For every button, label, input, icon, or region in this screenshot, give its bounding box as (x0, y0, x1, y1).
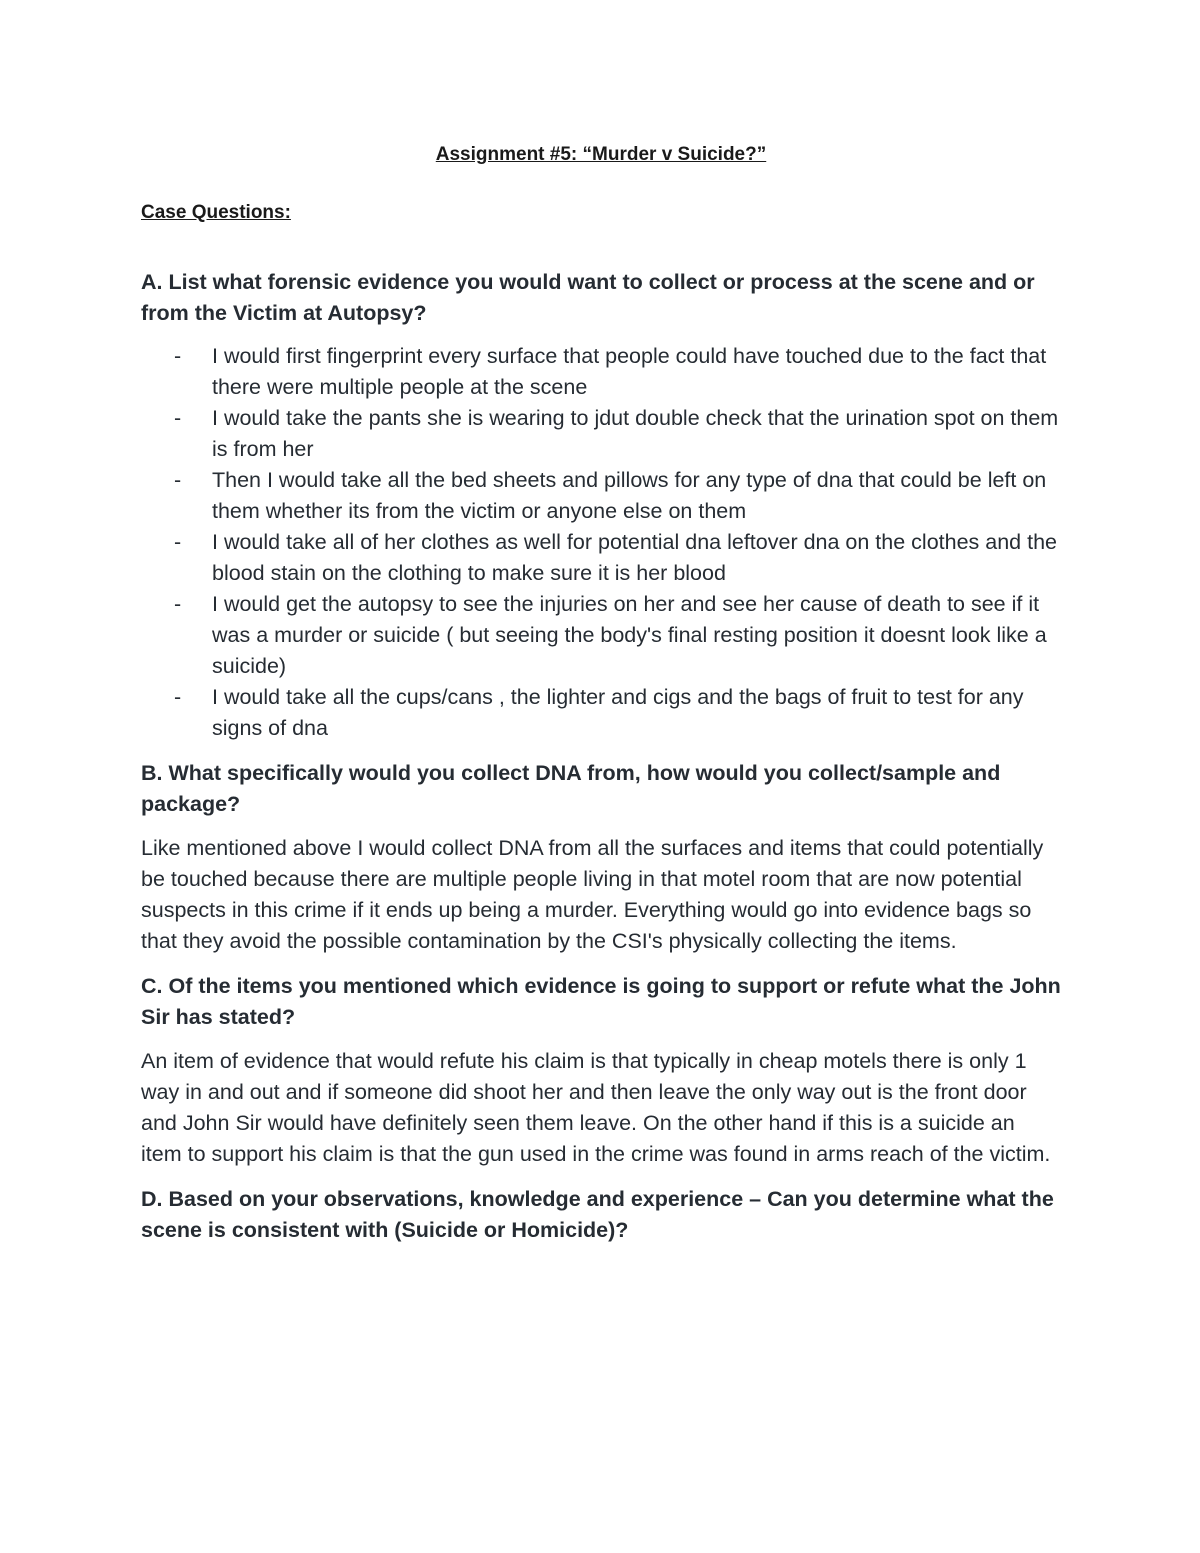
list-item (141, 527, 1061, 589)
list-item-text: I would get the autopsy to see the injuries on her and see her cause of death to see if it was a murder or suicide ( but seeing the body's final resting position it doesnt look like a suicide) (212, 592, 1047, 678)
bullet-dash: - (174, 685, 182, 709)
bullet-dash: - (174, 530, 182, 554)
bullet-dash: - (174, 468, 182, 492)
question-c: C. Of the items you mentioned which evidence is going to support or refute what the John Sir has stated? (141, 974, 1061, 1029)
bullet-dash: - (174, 344, 182, 368)
question-a: A. List what forensic evidence you would want to collect or process at the scene and or from the Victim at Autopsy? (141, 270, 1035, 325)
list-item-text: I would first fingerprint every surface that people could have touched due to the fact that there were multiple people at the scene (212, 344, 1047, 399)
list-item-text: I would take all of her clothes as well for potential dna leftover dna on the clothes and the blood stain on the clothing to make sure it is her blood (212, 530, 1057, 585)
list-item (141, 341, 1061, 403)
list-item (141, 465, 1061, 527)
list-item (141, 403, 1061, 465)
question-d: D. Based on your observations, knowledge and experience – Can you determine what the scene is consistent with (Suicide or Homicide)? (141, 1187, 1054, 1242)
list-item (141, 682, 1061, 744)
bullet-dash: - (174, 406, 182, 430)
section-label: Case Questions: (141, 202, 291, 223)
assignment-title: Assignment #5: “Murder v Suicide?” (435, 144, 767, 165)
answer-a-list (141, 341, 1061, 744)
answer-b: Like mentioned above I would collect DNA from all the surfaces and items that could potentially be touched because there are multiple people living in that motel room that are now potential suspects in this crime if it ends up being a murder. Everything would go into evidence bags so that they avoid the possible contamination by the CSI's physically collecting the items. (141, 836, 1044, 953)
list-item-text: Then I would take all the bed sheets and pillows for any type of dna that could be left on them whether its from the victim or anyone else on them (212, 468, 1047, 523)
answer-c: An item of evidence that would refute his claim is that typically in cheap motels there is only 1 way in and out and if someone did shoot her and then leave the only way out is the front door and John Sir would have definitely seen them leave. On the other hand if this is a suicide an item to support his claim is that the gun used in the crime was found in arms reach of the victim. (141, 1049, 1051, 1166)
list-item-text: I would take the pants she is wearing to jdut double check that the urination spot on them is from her (212, 406, 1059, 461)
list-item-text: I would take all the cups/cans , the lighter and cigs and the bags of fruit to test for any signs of dna (212, 685, 1024, 740)
bullet-dash: - (174, 592, 182, 616)
list-item (141, 589, 1061, 682)
document-page (141, 138, 1061, 1246)
question-b: B. What specifically would you collect DNA from, how would you collect/sample and package? (141, 761, 1001, 816)
